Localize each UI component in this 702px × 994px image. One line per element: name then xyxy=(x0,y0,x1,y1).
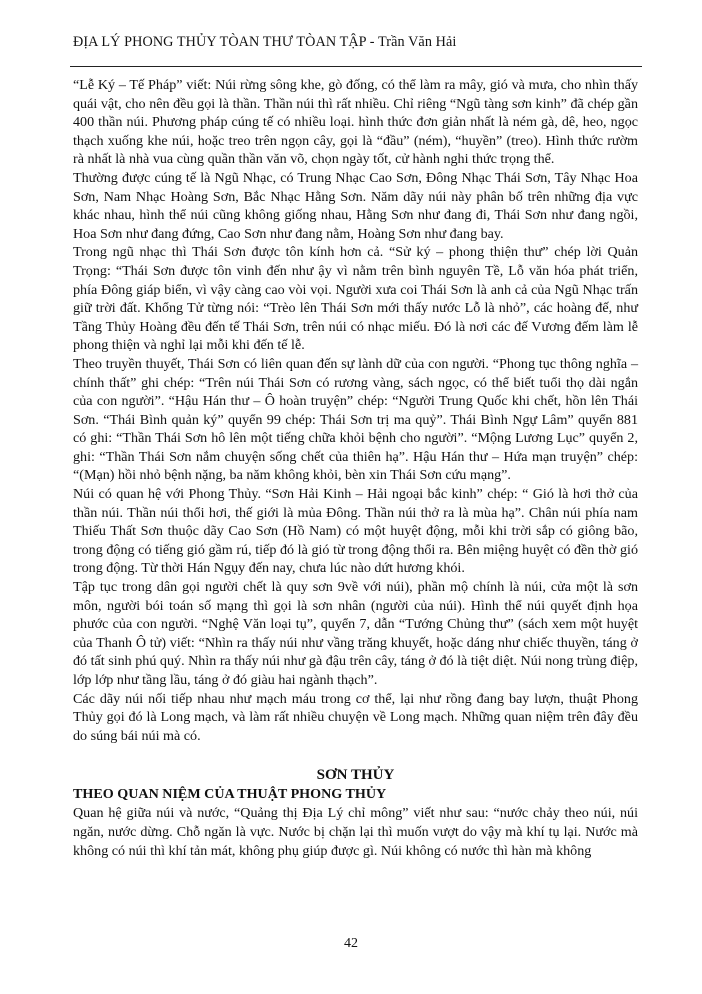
paragraph: Theo truyền thuyết, Thái Sơn có liên quan đến sự lành dữ của con người. “Phong tục thông nghĩa – chính thất” ghi chép: “Trên núi Thái Sơn có rương vàng, sách ngọc, có thể biết tuổi thọ dài ngắn của con người”. “Hậu Hán thư – Ô hoàn truyện” chép: “Người Trung Quốc khi chết, hồn lên Thái Sơn. “Thái Bình quản ký” quyển 99 chép: Thái Sơn trị ma quỷ”. Thái Bình Ngự Lâm” quyển 881 có ghi: “Thần Thái Sơn hô lên một tiếng chữa khỏi bệnh cho người”. “Mộng Lương Lục” quyển 2, ghi: “Thần Thái Sơn nắm chuyện sống chết của thiên hạ”. Hậu Hán thư – Hứa mạn truyện” chép: “(Mạn) hồi nhỏ bệnh nặng, ba năm không khỏi, bèn xin Thái Sơn cứu mạng”. xyxy=(73,355,638,484)
page-number: 42 xyxy=(344,936,358,951)
paragraph: Quan hệ giữa núi và nước, “Quảng thị Địa Lý chỉ mông” viết như sau: “nước chảy theo núi, núi ngăn, nước dừng. Chỗ ngăn là vực. Nước bị chặn lại thì muốn vượt do vậy mà khí tụ lại. Nước mà không có núi thì khí tản mát, không phụ giúp được gì. Núi không có nước thì hàn mà không xyxy=(73,805,638,859)
section-subtitle: THEO QUAN NIỆM CỦA THUẬT PHONG THỦY xyxy=(73,786,387,803)
paragraph: Thường được cúng tế là Ngũ Nhạc, có Trung Nhạc Cao Sơn, Đông Nhạc Thái Sơn, Tây Nhạc Hoa Sơn, Nam Nhạc Hoàng Sơn, Bắc Nhạc Hằng Sơn. Năm dãy núi này phân bố trên những địa vực khác nhau, hình thể núi cũng không giống nhau, Hằng Sơn như đang đi, Thái Sơn như đang ngồi, Hoa Sơn như đang đứng, Cao Sơn như đang nằm, Hoàng Sơn như đang bay. xyxy=(73,169,638,242)
paragraph: Trong ngũ nhạc thì Thái Sơn được tôn kính hơn cả. “Sử ký – phong thiện thư” chép lời Quản Trọng: “Thái Sơn được tôn vinh đến như ậy vì nằm trên bình nguyên Tề, Lỗ văn hóa phát triển, phía Đông giáp biển, vì vậy càng cao vòi vọi. Người xưa coi Thái Sơn là anh cả của Ngũ Nhạc trấn giữ trời đất. Khổng Tử từng nói: “Trèo lên Thái Sơn mới thấy nước Lỗ là nhỏ”, các hoàng đế, như Tầng Thủy Hoàng đều đến tế Thái Sơn, trên núi có nhạc miếu. Đó là nơi các đế Vương đếm làm lễ phong thiện và nghỉ lại mỗi khi đến tế lễ. xyxy=(73,244,638,354)
paragraph: Núi có quan hệ với Phong Thủy. “Sơn Hải Kinh – Hải ngoại bắc kinh” chép: “ Gió là hơi thở của thần núi. Thần núi thổi hơi, thế giới là mủa Đông. Thần núi thở ra là mùa hạ”. Chân núi phía nam Thiếu Thất Sơn thuộc dãy Cao Sơn (Hồ Nam) có một huyệt động, mỗi khi trời sắp có giông bão, trong động có tiếng gió gầm rú, tiếp đó là gió từ trong động thổi ra. Bên miệng huyệt có đền thờ gió trong động. Từ thời Hán Ngụy đến nay, chưa lúc nào dứt hương khói. xyxy=(73,486,638,577)
paragraph: “Lễ Ký – Tế Pháp” viết: Núi rừng sông khe, gò đống, có thể làm ra mây, gió và mưa, cho nhìn thấy quái vật, cho nên đều gọi là thần. Thần núi thì rất nhiều. Chỉ riêng “Ngũ tàng sơn kinh” đã chép gần 400 thần núi. Phương pháp cúng tế có nhiều loại. hình thức đơn giản nhất là ném gà, dê, heo, ngọc thạch xuống khe núi, hoặc treo trên ngọn cây, gọi là “đầu” (ném), “huyền” (treo). Hình thức rườm rà nhất là nhà vua cùng quần thần văn võ, chọn ngày tốt, cử hành nghi thức trọng thể. xyxy=(73,77,638,168)
section-title: SƠN THỦY xyxy=(316,767,395,784)
paragraph: Tập tục trong dân gọi người chết là quy sơn 9về với núi), phần mộ chính là núi, cửa một là sơn môn, người bói toán số mạng thì gọi là sơn nhân (người của núi). Hình thể núi quyết định họa phước của con người. “Nghệ Văn loại tụ”, quyển 7, dẫn “Tướng Chủng thư” (sách xem một huyệt của Thanh Ô tử) viết: “Nhìn ra thấy núi như vầng trăng khuyết, hoặc dáng như chiếc thuyền, táng ở đó tất sinh phú quý. Nhìn ra thấy núi như gà đậu trên cây, táng ở đó là tiệt diệt. Núi nong trùng điệp, lớp lớp như tầng lầu, táng ở đó giàu hai ngành thạch”. xyxy=(73,579,638,688)
paragraph: Các dãy núi nối tiếp nhau như mạch máu trong cơ thể, lại như rồng đang bay lượn, thuật Phong Thủy gọi đó là Long mạch, và làm rất nhiều chuyện về Long mạch. Những quan niệm trên đây đều do súng bái núi mà có. xyxy=(73,690,638,744)
body-text xyxy=(73,76,638,860)
header-rule xyxy=(70,66,642,67)
running-header: ĐỊA LÝ PHONG THỦY TÒAN THƯ TÒAN TẬP - Trần Văn Hải xyxy=(73,34,457,50)
